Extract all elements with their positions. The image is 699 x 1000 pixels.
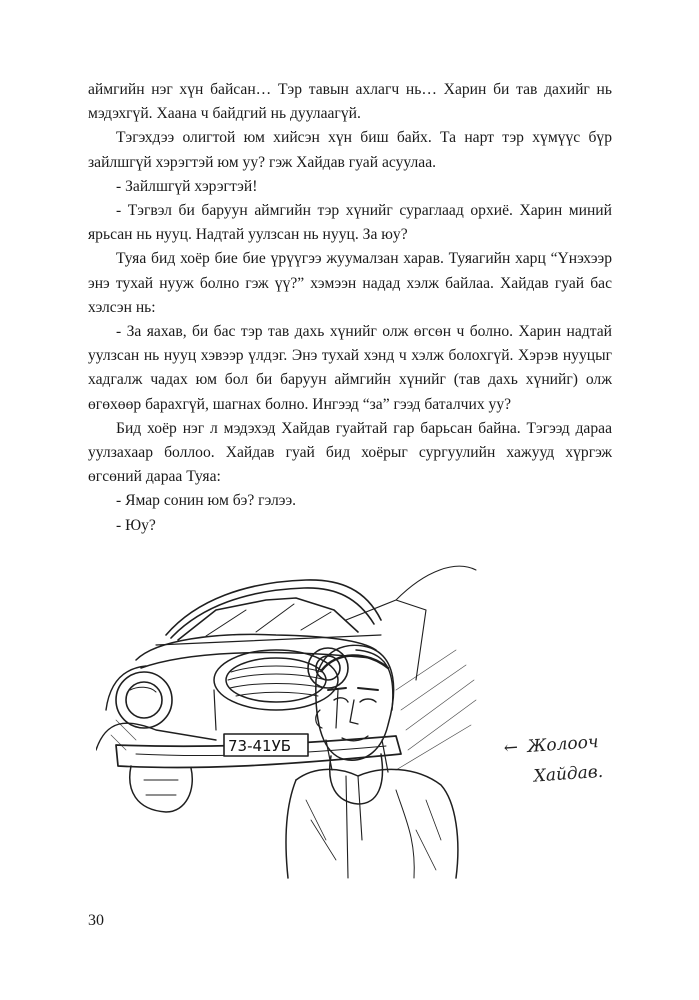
paragraph: - За яахав, би бас тэр тав дахь хүнийг олж өгсөн ч болно. Харин надтай уулзсан нь нууц хэвээр үлдэг. Энэ тухай хэнд ч хэлж болохгүй. Хэрэв нууцыг хадгалж чадах юм бол би баруун аймгийн хүнийг (тав дахь хүнийг) олж өгөхөөр барахгүй, шагнах болно. Ингээд “за” гээд баталчих уу? (88, 323, 612, 413)
license-plate (224, 734, 308, 756)
caption-line-2: Хайдав. (533, 761, 604, 787)
truck-and-driver-sketch (96, 540, 596, 880)
paragraph: Туяа бид хоёр бие бие үрүүгээ жуумалзан харав. Туяагийн харц “Үнэхээр энэ тухай нууж болно гэж үү?” хэмээн надад хэлж байлаа. Хайдав гуай бас хэлсэн нь: (88, 250, 612, 316)
dialogue-line: - Зайлшгүй хэрэгтэй! (116, 177, 258, 195)
paragraph: - Тэгвэл би баруун аймгийн тэр хүнийг сураглаад орхиё. Харин миний ярьсан нь нууц. Надтай уулзсан нь нууц. За юу? (88, 202, 612, 244)
license-plate-text: 73-41УБ (228, 737, 292, 755)
arrow-left-icon: ← (503, 737, 519, 759)
truck-grille (136, 634, 376, 730)
paragraph: Бид хоёр нэг л мэдэхэд Хайдав гуайтай гар барьсан байна. Тэгээд дараа уулзахаар боллоо. Хайдав гуай бид хоёрыг сургуулийн хажууд хүргэж өгсөний дараа Туяа: (88, 419, 612, 486)
body-text (88, 78, 612, 538)
page-number: 30 (88, 912, 104, 929)
illustration-caption (503, 723, 667, 804)
caption-line-1: Жолооч (526, 732, 600, 757)
paragraph: Тэгэхдээ олигтой юм хийсэн хүн биш байх. Та нарт тэр хүмүүс бүр зайлшгүй хэрэгтэй юм уу? гэж Хайдав гуай асуулаа. (88, 129, 612, 171)
headlight-left (116, 672, 172, 728)
dialogue-line: - Ямар сонин юм бэ? гэлээ. (116, 492, 297, 510)
dialogue-line: - Юу? (116, 516, 156, 534)
truck-wheels (130, 754, 383, 812)
paragraph: аймгийн нэг хүн байсан… Тэр тавын ахлагч нь… Харин би тав дахийг нь мэдэхгүй. Хаана ч байдгий нь дуулаагүй. (88, 81, 612, 123)
